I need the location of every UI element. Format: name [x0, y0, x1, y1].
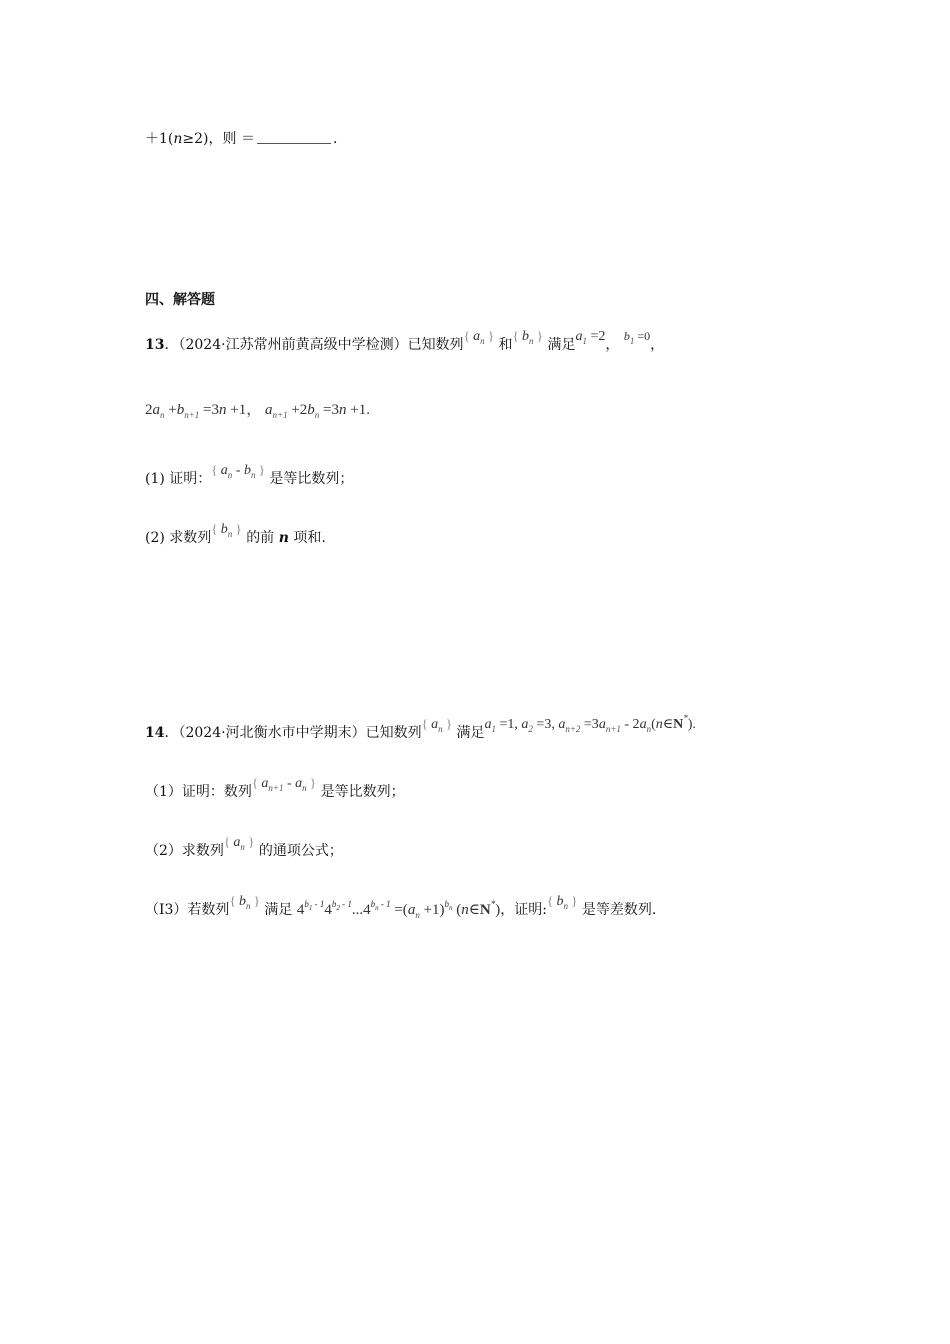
- q14-source: ．（2024·河北衡水市中学期末）已知数列: [164, 725, 422, 741]
- formula-b1: $b_1 =0$: [623, 329, 651, 346]
- q14-line1: 14．（2024·河北衡水市中学期末）已知数列{ $a_n$ } 满足$a_1 =1$, $a_2 =3$, $a_{n+2} =3a_{n+1}$ - $2a_n(n\in N^*)$.: [145, 713, 696, 741]
- condition-text: ≥2)，则 ＝: [182, 131, 255, 147]
- formula-seq-b-q14-2: { $b_n$ }: [546, 893, 578, 911]
- formula-seq-a-q14-2: { $a_n$ }: [223, 834, 255, 852]
- formula-recurrence-2: $a_{n+1} +2b_n =3n +1$: [265, 402, 367, 420]
- q13-part2: (2) 求数列{ $b_n$ } 的前 n 项和.: [145, 521, 326, 546]
- q14-part3: （I3）若数列{ $b_n$ } 满足 $4^{b_1 - 1}4^{b_2 - 1}...4^{b_n - 1} =(a_n +1)^{b_n}$ (n∈N*)，证明:{ $b_n$ } 是等差数列.: [145, 893, 657, 920]
- formula-q14-recurrence: $a_1 =1$, $a_2 =3$, $a_{n+2} =3a_{n+1}$ - $2a_n(n\in N^*)$.: [484, 713, 696, 734]
- formula-seq-b-2: { $b_n$ }: [211, 521, 242, 539]
- q14-part2: （2）求数列{ $a_n$ } 的通项公式；: [145, 834, 343, 859]
- q13-part1: (1) 证明：{ $a_n - b_n$ } 是等比数列；: [145, 462, 354, 487]
- n-var: n: [173, 131, 183, 147]
- formula-seq-b: { $b_n$ }: [512, 328, 544, 346]
- q14-number: 14: [145, 725, 165, 741]
- q13-recurrence: $2a_n +b_{n+1} =3n +1$， $a_{n+1} +2b_n =3n +1$.: [145, 400, 370, 420]
- q13-source: ．（2024·江苏常州前黄高级中学检测）已知数列: [164, 337, 464, 353]
- formula-product: $4^{b_1 - 1}4^{b_2 - 1}...4^{b_n - 1} =(a_n +1)^{b_n}$ (n∈N*): [296, 899, 501, 920]
- formula-seq-b-q14: { $b_n$ }: [229, 893, 260, 911]
- q13-line1: 13．（2024·江苏常州前黄高级中学检测）已知数列{ $a_n$ } 和{ $b_n$ } 满足$a_1 =2$， $b_1 =0$，: [145, 328, 665, 353]
- q13-number: 13: [145, 337, 165, 353]
- formula-a1: $a_1 =2$: [575, 329, 606, 346]
- formula-diff-seq: { $a_{n+1} - a_n$ }: [251, 775, 317, 793]
- formula-recurrence-1: $2a_n +b_{n+1} =3n +1$: [145, 402, 247, 420]
- formula-seq-a: { $a_n$ }: [463, 328, 495, 346]
- prefix-text: ＋1(: [145, 131, 174, 147]
- continuation-line: ＋1(n≥2)，则 ＝ .: [145, 131, 338, 147]
- formula-seq-a-q14: { $a_n$ }: [421, 716, 453, 734]
- section-heading: 四、解答题: [145, 292, 215, 308]
- answer-blank[interactable]: [257, 133, 331, 144]
- q14-part1: （1）证明：数列{ $a_{n+1} - a_n$ } 是等比数列；: [145, 775, 405, 800]
- formula-an-minus-bn: { $a_n - b_n$ }: [211, 462, 265, 480]
